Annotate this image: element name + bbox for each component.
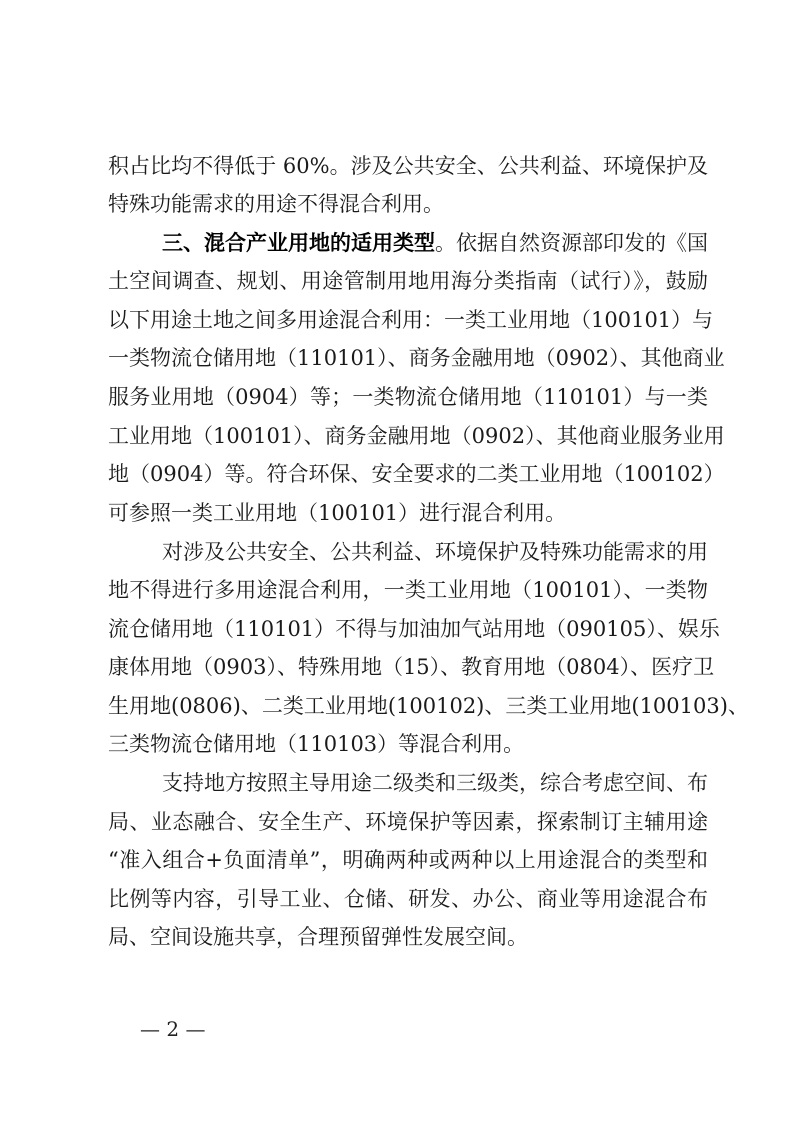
line-text: 比例等内容，引导工业、仓储、研发、办公、商业等用途混合布 <box>108 887 708 911</box>
paragraph-line <box>108 494 708 532</box>
line-text: 局、空间设施共享，合理预留弹性发展空间。 <box>108 925 528 949</box>
line-text: 康体用地（0903）、特殊用地（15）、教育用地（0804）、医疗卫 <box>108 655 715 679</box>
line-text: 服务业用地（0904）等；一类物流仓储用地（110101）与一类 <box>108 385 708 409</box>
paragraph-line <box>108 918 708 956</box>
paragraph-line <box>108 301 714 339</box>
paragraph-line <box>108 880 708 918</box>
line-text: “准入组合+负面清单”，明确两种或两种以上用途混合的类型和 <box>108 848 708 872</box>
line-text: 地（0904）等。符合环保、安全要求的二类工业用地（100102） <box>108 462 725 486</box>
line-text: 土空间调查、规划、用途管制用地用海分类指南（试行）》，鼓励 <box>108 269 708 293</box>
line-text: 一类物流仓储用地（110101）、商务金融用地（0902）、其他商业 <box>108 346 725 370</box>
paragraph-line <box>108 725 708 763</box>
paragraph-line <box>108 803 708 841</box>
paragraph-line <box>108 455 725 493</box>
paragraph-line <box>108 185 708 223</box>
paragraph-line <box>162 764 708 802</box>
section-heading-line <box>162 224 708 262</box>
line-text: 可参照一类工业用地（100101）进行混合利用。 <box>108 501 567 525</box>
line-text: 工业用地（100101）、商务金融用地（0902）、其他商业服务业用 <box>108 424 725 448</box>
line-text: 局、业态融合、安全生产、环境保护等因素，探索制订主辅用途 <box>108 810 708 834</box>
line-text: 流仓储用地（110101）不得与加油加气站用地（090105）、娱乐 <box>108 617 720 641</box>
line-text: 。依据自然资源部印发的《国 <box>435 231 708 255</box>
paragraph-line <box>108 841 708 879</box>
paragraph-line <box>108 571 708 609</box>
paragraph-line <box>108 147 708 185</box>
line-text: 积占比均不得低于 60%。涉及公共安全、公共利益、环境保护及 <box>108 154 708 178</box>
page-number: — 2 — <box>140 1017 206 1041</box>
line-text: 特殊功能需求的用途不得混合利用。 <box>108 192 444 216</box>
line-text: 对涉及公共安全、公共利益、环境保护及特殊功能需求的用 <box>162 540 708 564</box>
paragraph-line <box>162 533 708 571</box>
paragraph-line <box>108 339 725 377</box>
line-text: 地不得进行多用途混合利用，一类工业用地（100101）、一类物 <box>108 578 708 602</box>
section-heading: 三、混合产业用地的适用类型 <box>162 231 435 255</box>
line-text: 生用地(0806)、二类工业用地(100102)、三类工业用地(100103)、 <box>108 694 749 718</box>
line-text: 以下用途土地之间多用途混合利用：一类工业用地（100101）与 <box>108 308 714 332</box>
paragraph-line <box>108 687 749 725</box>
paragraph-line <box>108 648 715 686</box>
paragraph-line <box>108 610 720 648</box>
line-text: 支持地方按照主导用途二级类和三级类，综合考虑空间、布 <box>162 771 708 795</box>
paragraph-line <box>108 262 708 300</box>
paragraph-line <box>108 417 725 455</box>
paragraph-line <box>108 378 708 416</box>
line-text: 三类物流仓储用地（110103）等混合利用。 <box>108 732 525 756</box>
